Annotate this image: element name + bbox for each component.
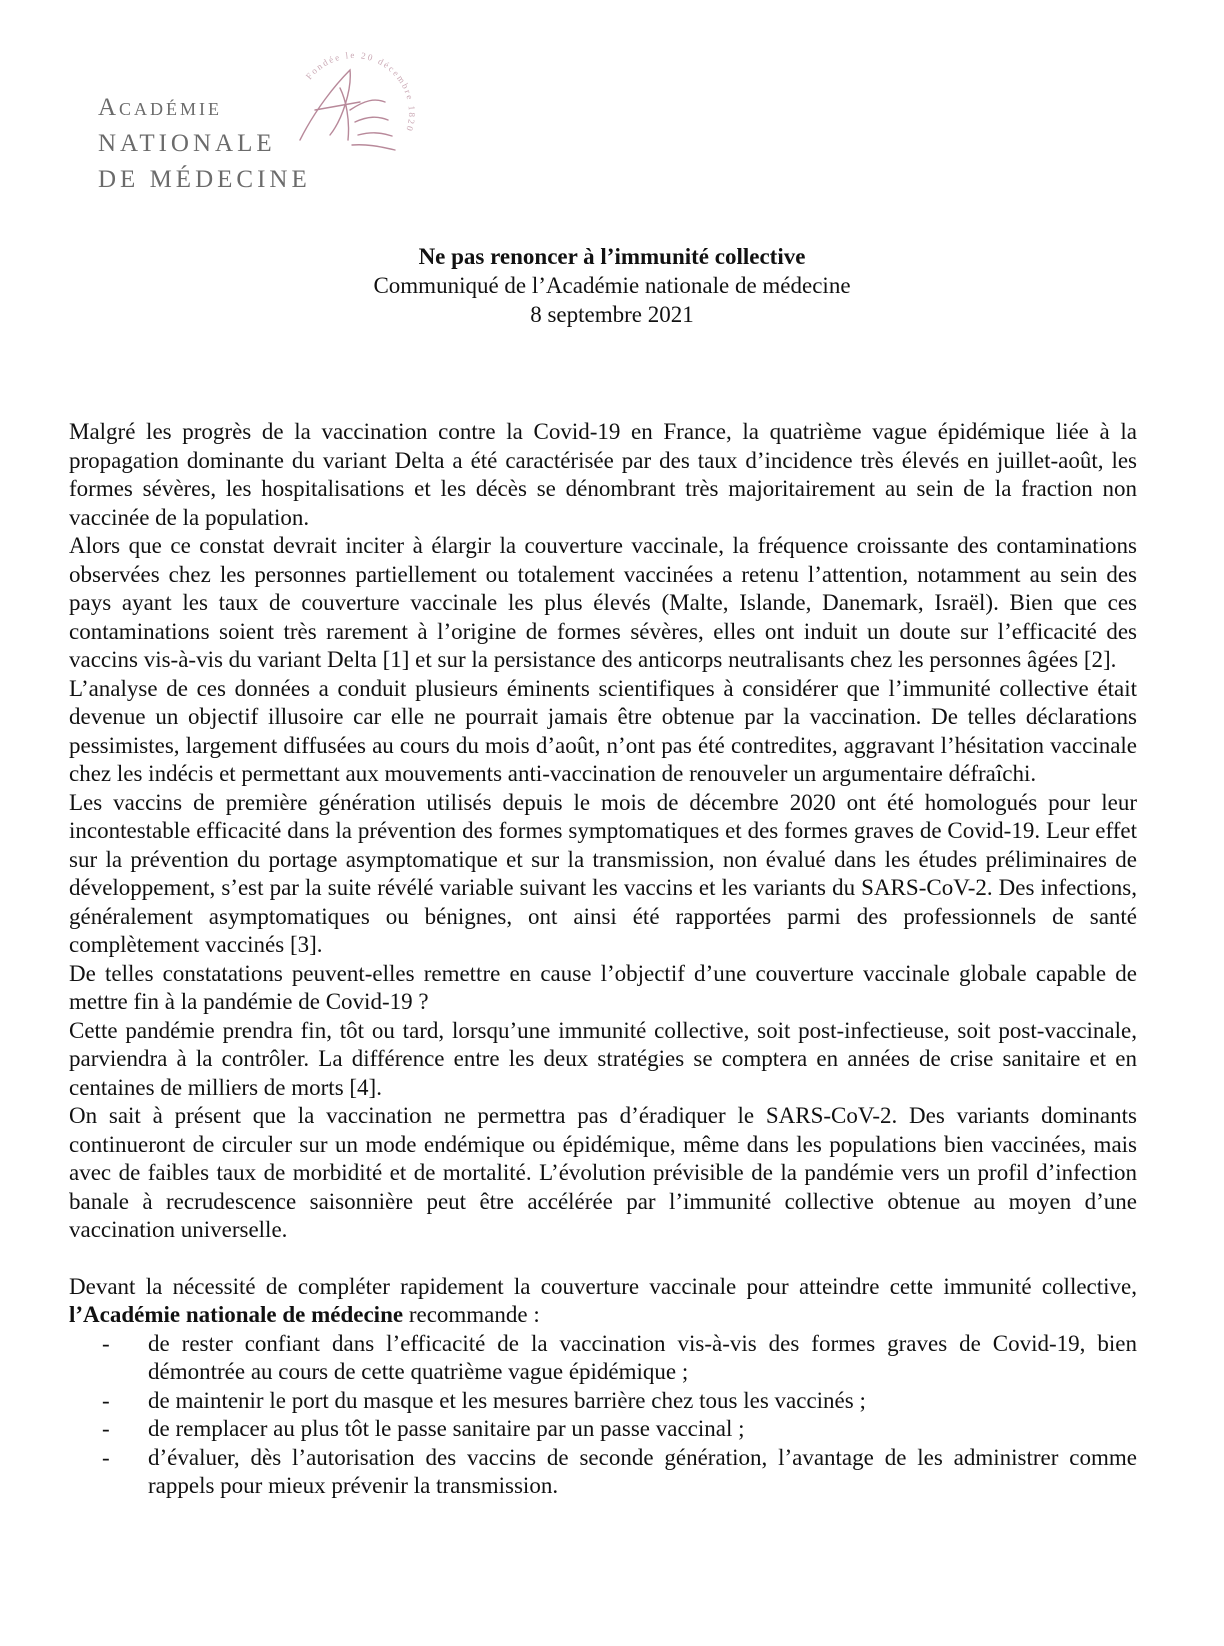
- recommendation-item-text: d’évaluer, dès l’autorisation des vaccins de seconde génération, l’avantage de les administrer comme rappels pour mieux prévenir la transmission.: [148, 1444, 1137, 1498]
- list-dash: -: [102, 1444, 110, 1470]
- academy-seal-icon: [280, 40, 420, 180]
- body-paragraph: On sait à présent que la vaccination ne permettra pas d’éradiquer le SARS-CoV-2. Des variants dominants continueront de circuler sur un mode endémique ou épidémique, même dans les populations bien vaccinées, mais avec de faibles taux de morbidité et de mortalité. L’évolution prévisible de la pandémie vers un profil d’infection banale à recrudescence saisonnière peut être accélérée par l’immunité collective obtenue au moyen d’une vaccination universelle.: [69, 1103, 1137, 1242]
- list-dash: -: [102, 1416, 110, 1441]
- recommendation-item: [69, 1415, 1137, 1444]
- academy-logo-wordmark: [98, 90, 311, 198]
- list-dash: -: [102, 1330, 110, 1356]
- academy-name-bold: l’Académie nationale de médecine: [69, 1302, 404, 1327]
- logo-line-1: Académie: [98, 94, 223, 121]
- body-paragraph: Malgré les progrès de la vaccination contre la Covid-19 en France, la quatrième vague épidémique liée à la propagation dominante du variant Delta a été caractérisée par des taux d’incidence très élevés en juillet-août, les formes sévères, les hospitalisations et les décès se dénombrant très majoritairement au sein de la fraction non vaccinée de la population.: [69, 419, 1137, 530]
- recommendation-intro-text: Devant la nécessité de compléter rapidement la couverture vaccinale pour atteindre cette immunité collective,: [69, 1273, 1137, 1299]
- body-paragraph: L’analyse de ces données a conduit plusieurs éminents scientifiques à considérer que l’immunité collective était devenue un objectif illusoire car elle ne pourrait jamais être obtenue par la vaccination. De telles déclarations pessimistes, largement diffusées au cours du mois d’août, n’ont pas été contredites, aggravant l’hésitation vaccinale chez les indécis et permettant aux mouvements anti-vaccination de renouveler un argumentaire défraîchi.: [69, 675, 1137, 786]
- body-paragraph: Alors que ce constat devrait inciter à élargir la couverture vaccinale, la fréquence croissante des contaminations observées chez les personnes partiellement ou totalement vaccinées a retenu l’attention, notamment au sein des pays ayant les taux de couverture vaccinale les plus élevés (Malte, Islande, Danemark, Israël). Bien que ces contaminations soient très rarement à l’origine de formes sévères, elles ont induit un doute sur l’efficacité des vaccins vis-à-vis du variant Delta [1] et sur la persistance des anticorps neutralisants chez les personnes âgées [2].: [69, 533, 1137, 672]
- logo-line-3: DE MÉDECINE: [98, 166, 311, 193]
- recommendation-item: [69, 1387, 1137, 1416]
- communique-subtitle: Communiqué de l’Académie nationale de médecine: [373, 273, 851, 298]
- recommendation-item: [69, 1444, 1137, 1501]
- communique-date: 8 septembre 2021: [530, 302, 694, 327]
- list-dash: -: [102, 1387, 110, 1413]
- recommendation-intro-end: recommande :: [403, 1302, 540, 1327]
- recommendation-intro: [69, 1273, 1137, 1330]
- body-paragraph: Les vaccins de première génération utilisés depuis le mois de décembre 2020 ont été homologués pour leur incontestable efficacité dans la prévention des formes symptomatiques et des formes graves de Covid-19. Leur effet sur la prévention du portage asymptomatique et sur la transmission, non évalué dans les études préliminaires de développement, s’est par la suite révélé variable suivant les vaccins et les variants du SARS-CoV-2. Des infections, généralement asymptomatiques ou bénignes, ont ainsi été rapportées parmi des professionnels de santé complètement vaccinés [3].: [69, 789, 1137, 957]
- communique-header: [0, 242, 1224, 329]
- body-paragraph: Cette pandémie prendra fin, tôt ou tard, lorsqu’une immunité collective, soit post-infectieuse, soit post-vaccinale, parviendra à la contrôler. La différence entre les deux stratégies se comptera en années de crise sanitaire et en centaines de milliers de morts [4].: [69, 1017, 1137, 1100]
- communique-title: Ne pas renoncer à l’immunité collective: [418, 244, 806, 269]
- svg-text:Fondée le 20 décembre 1820: [304, 50, 417, 134]
- recommendation-item-text: de rester confiant dans l’efficacité de la vaccination vis-à-vis des formes graves de Covid-19, bien démontrée au cours de cette quatrième vague épidémique ;: [148, 1330, 1137, 1384]
- logo-line-2: NATIONALE: [98, 130, 276, 157]
- seal-arc-text: Fondée le 20 décembre 1820: [303, 49, 418, 134]
- recommendation-item-text: de remplacer au plus tôt le passe sanitaire par un passe vaccinal ;: [148, 1416, 745, 1441]
- paragraph-spacer: [69, 1245, 1137, 1273]
- recommendation-item-text: de maintenir le port du masque et les mesures barrière chez tous les vaccinés ;: [148, 1387, 866, 1413]
- recommendation-list: [69, 1330, 1137, 1501]
- communique-body: [69, 418, 1137, 1501]
- body-paragraph: De telles constatations peuvent-elles remettre en cause l’objectif d’une couverture vaccinale globale capable de mettre fin à la pandémie de Covid-19 ?: [69, 960, 1137, 1014]
- recommendation-item: [69, 1330, 1137, 1387]
